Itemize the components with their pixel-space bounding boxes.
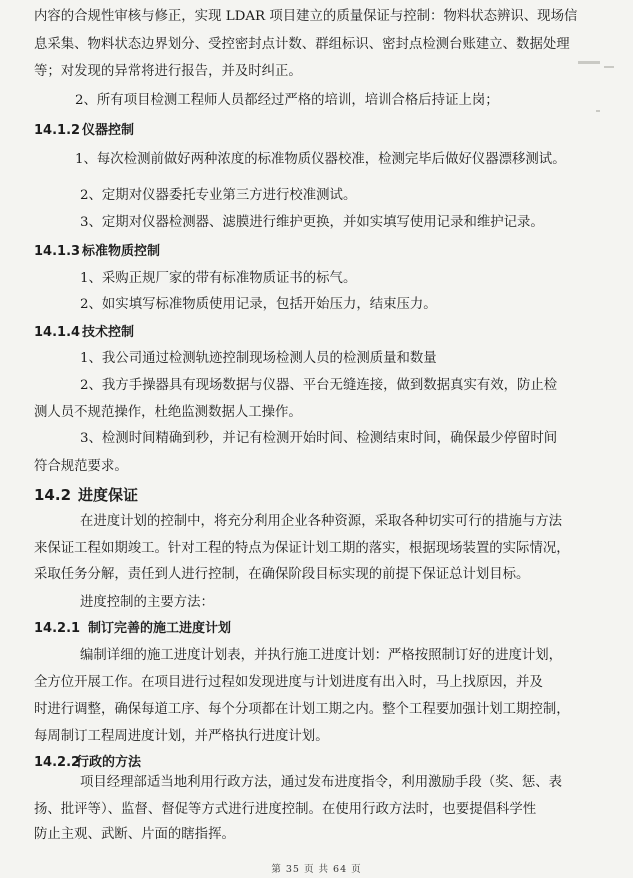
section-heading-14-1-2 <box>34 123 134 139</box>
body-line: 扬、批评等）、监督、督促等方式进行进度控制。在使用行政方法时，也要提倡科学性 <box>34 802 537 817</box>
body-line: 防止主观、武断、片面的瞎指挥。 <box>34 827 235 842</box>
body-line: 来保证工程如期竣工。针对工程的特点为保证计划工期的落实，根据现场装置的实际情况， <box>34 541 570 556</box>
section-title: 制订完善的施工进度计划 <box>88 621 232 636</box>
body-line: 内容的合规性审核与修正，实现 LDAR 项目建立的质量保证与控制：物料状态辨识、现场信 <box>34 9 578 24</box>
body-line: 2、所有项目检测工程师人员都经过严格的培训，培训合格后持证上岗； <box>75 93 499 108</box>
section-number: 14.1.4 <box>34 325 81 340</box>
body-line: 时进行调整，确保每道工序、每个分项都在计划工期之内。整个工程要加强计划工期控制， <box>34 702 570 717</box>
body-line: 编制详细的施工进度计划表，并执行施工进度计划：严格按照制订好的进度计划， <box>80 648 563 663</box>
body-line: 1、采购正规厂家的带有标准物质证书的标气。 <box>80 271 357 286</box>
section-title: 行政的方法 <box>76 755 142 770</box>
section-title: 进度保证 <box>78 486 139 504</box>
body-line: 1、我公司通过检测轨迹控制现场检测人员的检测质量和数量 <box>80 351 437 366</box>
body-line: 3、定期对仪器检测器、滤膜进行维护更换，并如实填写使用记录和维护记录。 <box>80 215 544 230</box>
page-footer: 第 35 页 共 64 页 <box>271 864 362 875</box>
body-line: 每周制订工程周进度计划，并严格执行进度计划。 <box>34 729 329 744</box>
section-heading-14-2 <box>34 487 138 503</box>
body-line: 2、定期对仪器委托专业第三方进行校准测试。 <box>80 188 357 203</box>
body-line: 息采集、物料状态边界划分、受控密封点计数、群组标识、密封点检测台账建立、数据处理 <box>34 37 570 52</box>
section-title: 仪器控制 <box>82 123 135 138</box>
body-line: 采取任务分解，责任到人进行控制，在确保阶段目标实现的前提下保证总计划目标。 <box>34 567 530 582</box>
section-number: 14.2.2 <box>34 755 81 770</box>
body-line: 进度控制的主要方法： <box>80 595 214 610</box>
body-line: 全方位开展工作。在项目进行过程如发现进度与计划进度有出入时，马上找原因，并及 <box>34 675 543 690</box>
body-line: 项目经理部适当地利用行政方法，通过发布进度指令，利用激励手段（奖、惩、表 <box>80 775 563 790</box>
section-title: 标准物质控制 <box>82 244 161 259</box>
body-line: 2、我方手操器具有现场数据与仪器、平台无缝连接，做到数据真实有效，防止检 <box>80 378 558 393</box>
scan-speck <box>596 110 600 112</box>
body-line: 1、每次检测前做好两种浓度的标准物质仪器校准，检测完毕后做好仪器漂移测试。 <box>75 152 566 167</box>
section-heading-14-1-3 <box>34 244 160 260</box>
body-line: 在进度计划的控制中，将充分利用企业各种资源，采取各种切实可行的措施与方法 <box>80 514 563 529</box>
body-line: 3、检测时间精确到秒，并记有检测开始时间、检测结束时间，确保最少停留时间 <box>80 431 558 446</box>
scan-speck <box>604 66 614 68</box>
section-heading-14-1-4 <box>34 325 134 341</box>
section-heading-14-2-2 <box>34 755 141 771</box>
section-number: 14.2.1 <box>34 621 81 636</box>
body-line: 2、如实填写标准物质使用记录，包括开始压力，结束压力。 <box>80 297 437 312</box>
section-number: 14.1.3 <box>34 244 81 259</box>
section-heading-14-2-1 <box>34 621 231 637</box>
body-line: 符合规范要求。 <box>34 459 128 474</box>
scan-speck <box>578 61 600 64</box>
body-line: 测人员不规范操作，杜绝监测数据人工操作。 <box>34 405 302 420</box>
section-title: 技术控制 <box>82 325 135 340</box>
section-number: 14.2 <box>34 486 72 504</box>
section-number: 14.1.2 <box>34 123 81 138</box>
body-line: 等；对发现的异常将进行报告，并及时纠正。 <box>34 64 302 79</box>
